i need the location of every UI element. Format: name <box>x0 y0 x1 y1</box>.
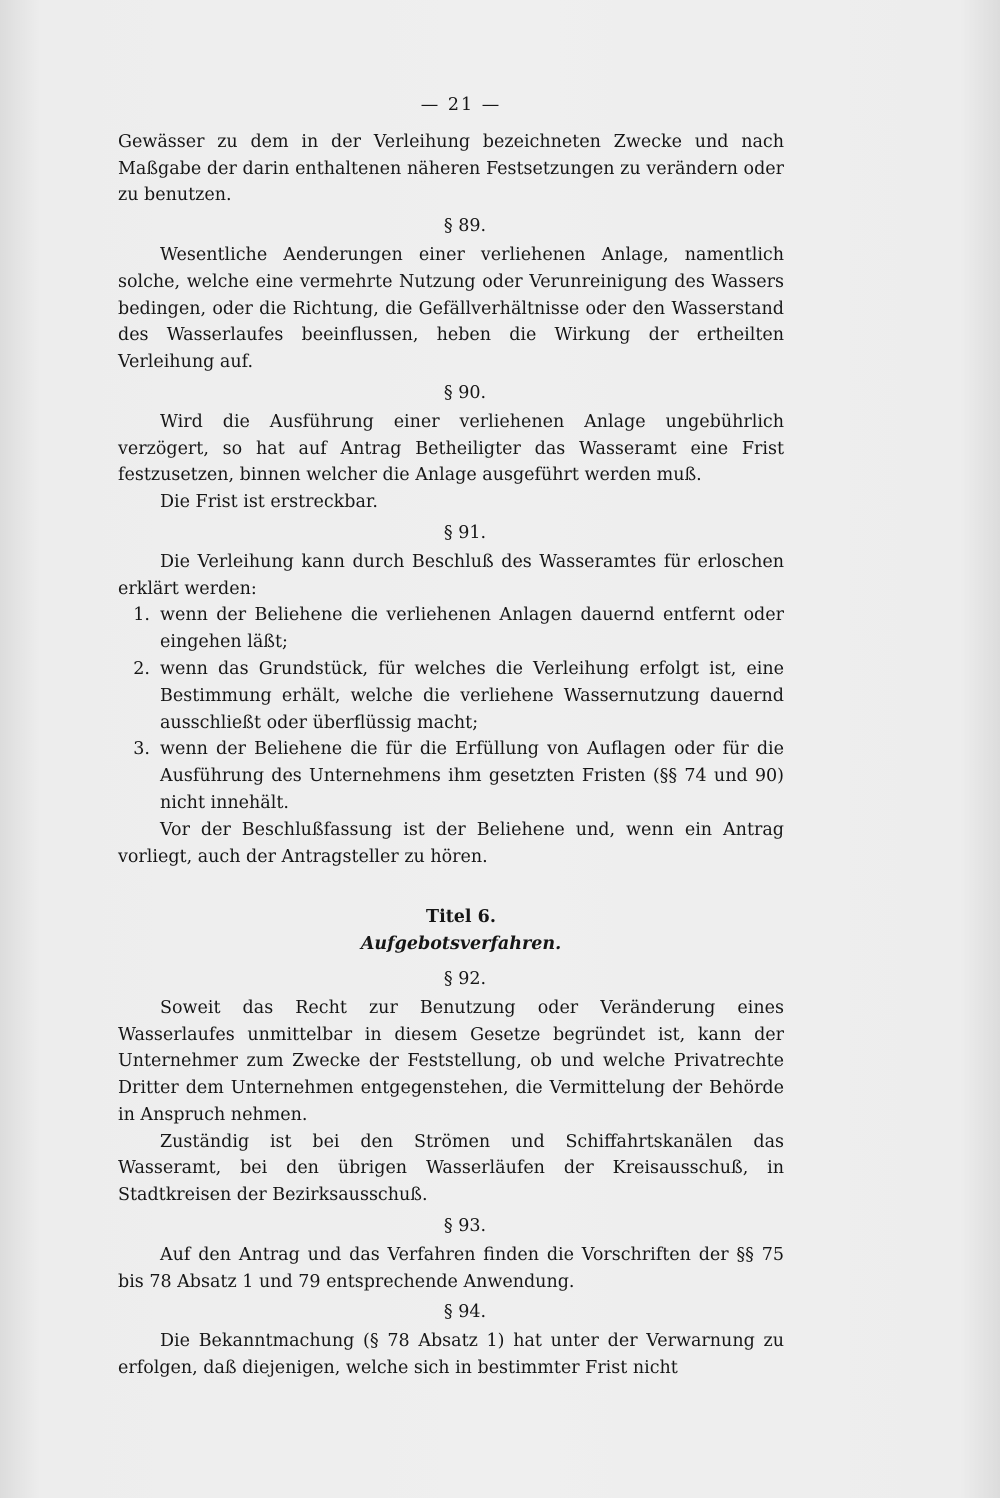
paragraph: Wird die Ausführung einer verliehenen Anlage ungebührlich verzögert, so hat auf Antrag Betheiligter das Wasseramt eine Frist festzusetzen, binnen welcher die Anlage ausgeführt werden muß. <box>118 411 784 486</box>
paragraph: Gewässer zu dem in der Verleihung bezeichneten Zwecke und nach Maßgabe der darin enthaltenen näheren Festsetzungen zu verändern oder zu benutzen. <box>118 131 784 206</box>
section-heading: § 91. <box>443 522 487 543</box>
paragraph: Die Bekanntmachung (§ 78 Absatz 1) hat unter der Verwarnung zu erfolgen, daß diejenigen, welche sich in bestimmter Frist nicht <box>118 1331 784 1379</box>
section-heading: § 90. <box>443 382 487 403</box>
section-heading: § 93. <box>443 1216 487 1237</box>
section-heading: § 89. <box>443 216 487 237</box>
list-item <box>118 736 784 816</box>
section-heading: § 92. <box>443 968 487 989</box>
page-body <box>118 129 784 1382</box>
list-item-text: wenn der Beliehene die verliehenen Anlagen dauernd entfernt oder eingehen läßt; <box>160 605 784 653</box>
list-item <box>118 602 784 656</box>
numbered-list <box>118 602 784 816</box>
chapter-subtitle: Aufgebotsverfahren. <box>360 934 562 955</box>
paragraph: Die Frist ist erstreckbar. <box>160 492 378 513</box>
page-text <box>118 92 784 1382</box>
paragraph: Die Verleihung kann durch Beschluß des Wasseramtes für erloschen erklärt werden: <box>118 551 784 599</box>
paragraph: Auf den Antrag und das Verfahren finden die Vorschriften der §§ 75 bis 78 Absatz 1 und 79 entsprechende Anwendung. <box>118 1244 784 1292</box>
chapter-title: Titel 6. <box>426 907 496 928</box>
list-item <box>118 656 784 736</box>
list-item-number: 1. <box>133 605 150 626</box>
list-item-number: 3. <box>133 739 150 760</box>
paragraph: Soweit das Recht zur Benutzung oder Veränderung eines Wasserlaufes unmittelbar in diesem Gesetze begründet ist, kann der Unternehmer zum Zwecke der Feststellung, ob und welche Privatrechte Dritter dem Unternehmen entgegenstehen, die Vermittelung der Behörde in Anspruch nehmen. <box>118 997 784 1125</box>
paragraph: Wesentliche Aenderungen einer verliehenen Anlage, namentlich solche, welche eine vermehrte Nutzung oder Verunreinigung des Wassers bedingen, oder die Richtung, die Gefällverhältnisse oder den Wasserstand des Wasserlaufes beeinflussen, heben die Wirkung der ertheilten Verleihung auf. <box>118 244 784 373</box>
paragraph: Zuständig ist bei den Strömen und Schiffahrtskanälen das Wasseramt, bei den übrigen Wasserläufen der Kreisausschuß, in Stadtkreisen der Bezirksausschuß. <box>118 1131 784 1206</box>
list-item-text: wenn das Grundstück, für welches die Verleihung erfolgt ist, eine Bestimmung erhält, welche die verliehene Wassernutzung dauernd ausschließt oder überflüssig macht; <box>160 658 784 733</box>
paragraph: Vor der Beschlußfassung ist der Beliehene und, wenn ein Antrag vorliegt, auch der Antragsteller zu hören. <box>118 819 784 867</box>
section-heading: § 94. <box>443 1302 487 1323</box>
list-item-text: wenn der Beliehene die für die Erfüllung von Auflagen oder für die Ausführung des Unternehmens ihm gesetzten Fristen (§§ 74 und 90) nicht innehält. <box>160 739 784 813</box>
page-number: — 21 — <box>420 95 502 115</box>
list-item-number: 2. <box>133 658 150 679</box>
